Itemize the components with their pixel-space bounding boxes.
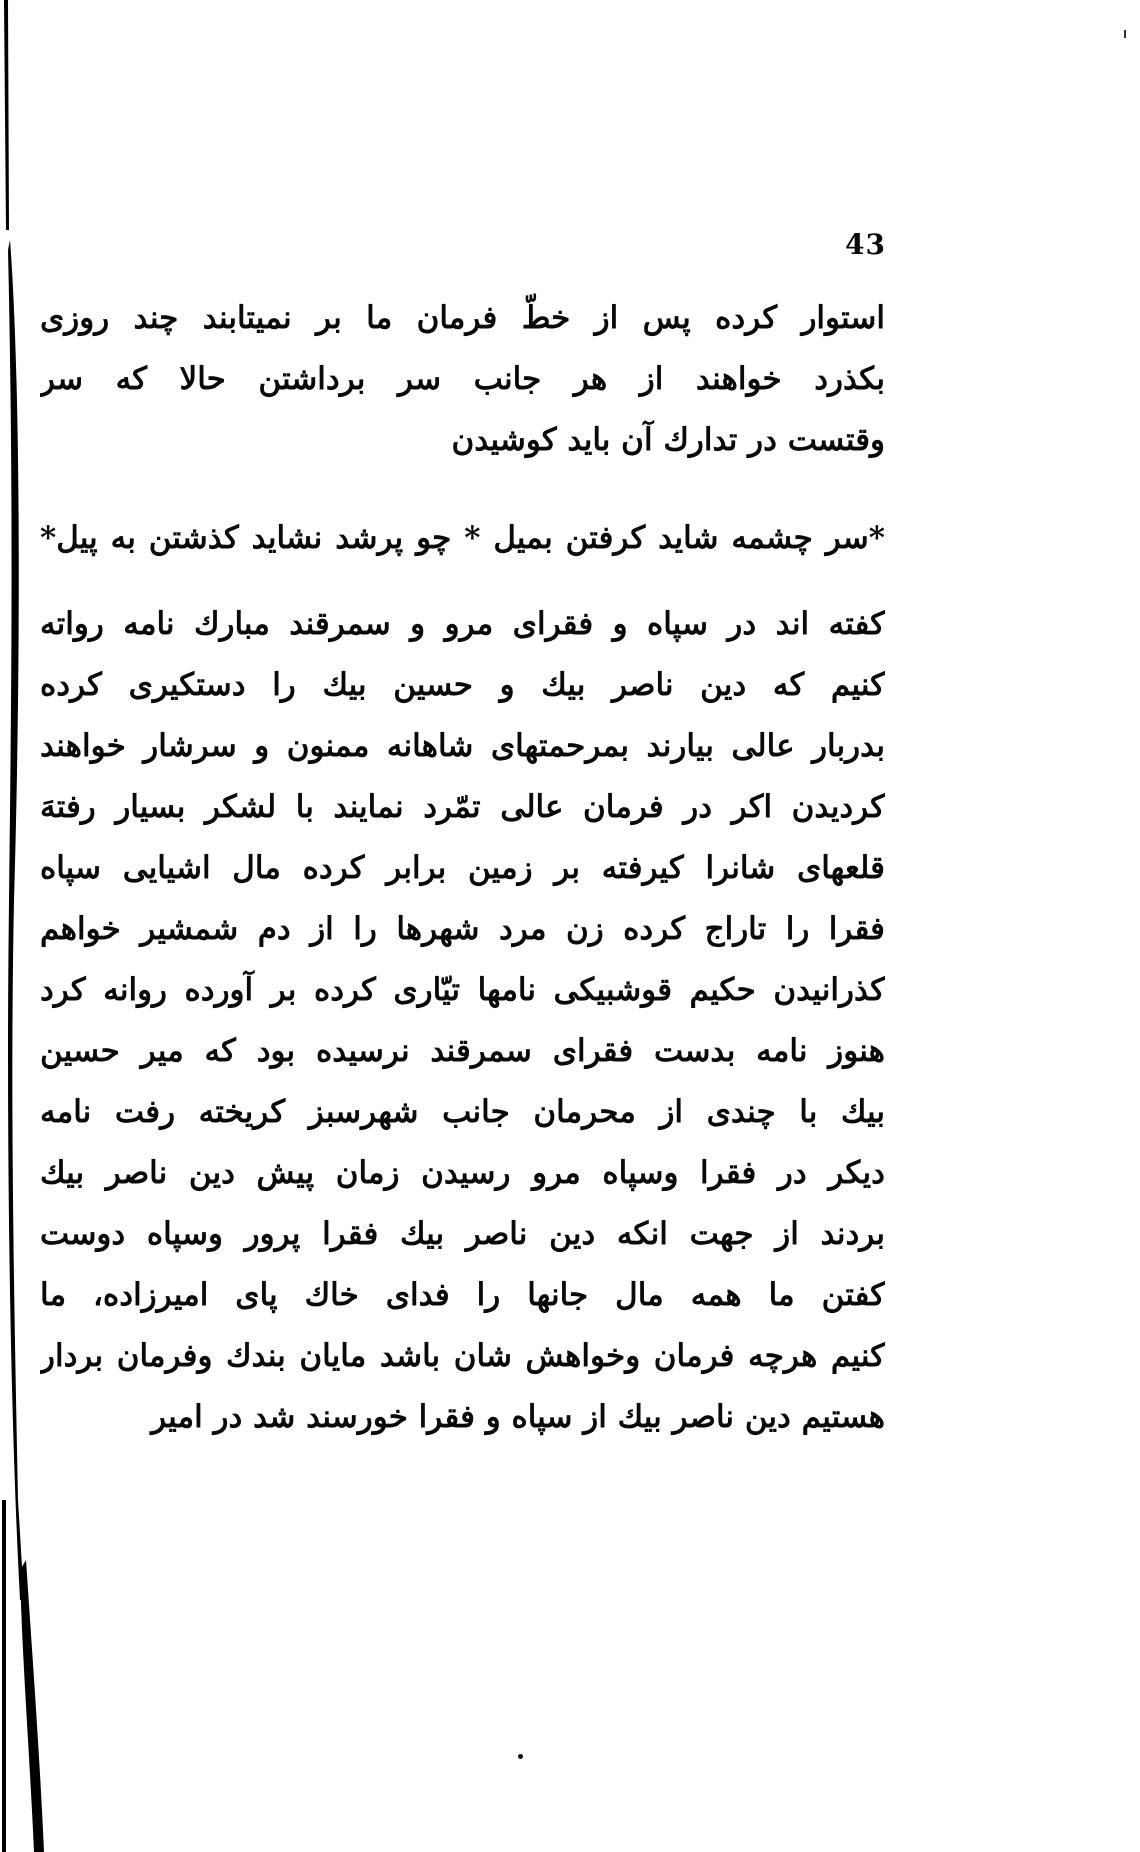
text-line: کذرانیدن حکیم قوشبیکی نامها تیّاری کرده بر آورده روانه کرد [40,972,885,1008]
text-line: کنیم هرچه فرمان وخواهش شان باشد مایان بندك وفرمان بردار [40,1338,885,1374]
text-line: دیکر در فقرا وسپاه مرو رسیدن زمان پیش دین ناصر بیك [40,1155,885,1191]
text-line: هستیم دین ناصر بیك از سپاه و فقرا خورسند شد در امیر [151,1399,885,1435]
verse-line: *سر چشمه شاید کرفتن بمیل * چو پرشد نشاید کذشتن به پیل* [40,520,885,556]
page-dot-mark [518,1754,523,1759]
text-line: وقتست در تدارك آن باید کوشیدن [451,422,885,458]
text-line: کردیدن اکر در فرمان عالی تمّرد نمایند با لشکر بسیار رفتهَ [40,789,885,825]
text-line: کفته اند در سپاه و فقرای مرو و سمرقند مبارك نامه رواته [40,606,885,642]
text-line: استوار کرده پس از خطّ فرمان ما بر نمیتابند چند روزی [40,300,885,336]
text-line: بدربار عالی بیارند بمرحمتهای شاهانه ممنون و سرشار خواهند [40,728,885,764]
paragraph-2 [40,594,885,1448]
text-line: بیك با چندی از محرمان جانب شهرسبز کریخته رفت نامه [40,1094,885,1130]
page-number: 43 [845,228,886,261]
text-line: هنوز نامه بدست فقرای سمرقند نرسیده بود که میر حسین [40,1033,885,1069]
text-line: کفتن ما همه مال جانها را فدای خاك پای امیرزاده، ما [40,1277,885,1313]
paragraph-1 [40,288,885,471]
text-line: قلعهای شانرا کیرفته بر زمین برابر کرده مال اشیایی سپاه [40,850,885,886]
text-line: بردند از جهت انکه دین ناصر بیك فقرا پرور وسپاه دوست [40,1216,885,1252]
text-line: کنیم که دین ناصر بیك و حسین بیك را دستکیری کرده [40,667,885,703]
text-line: فقرا را تاراج کرده زن مرد شهرها را از دم شمشیر خواهم [40,911,885,947]
text-line: بکذرد خواهند از هر جانب سر برداشتن حالا که سر [40,361,885,397]
scan-speck [1124,30,1126,38]
